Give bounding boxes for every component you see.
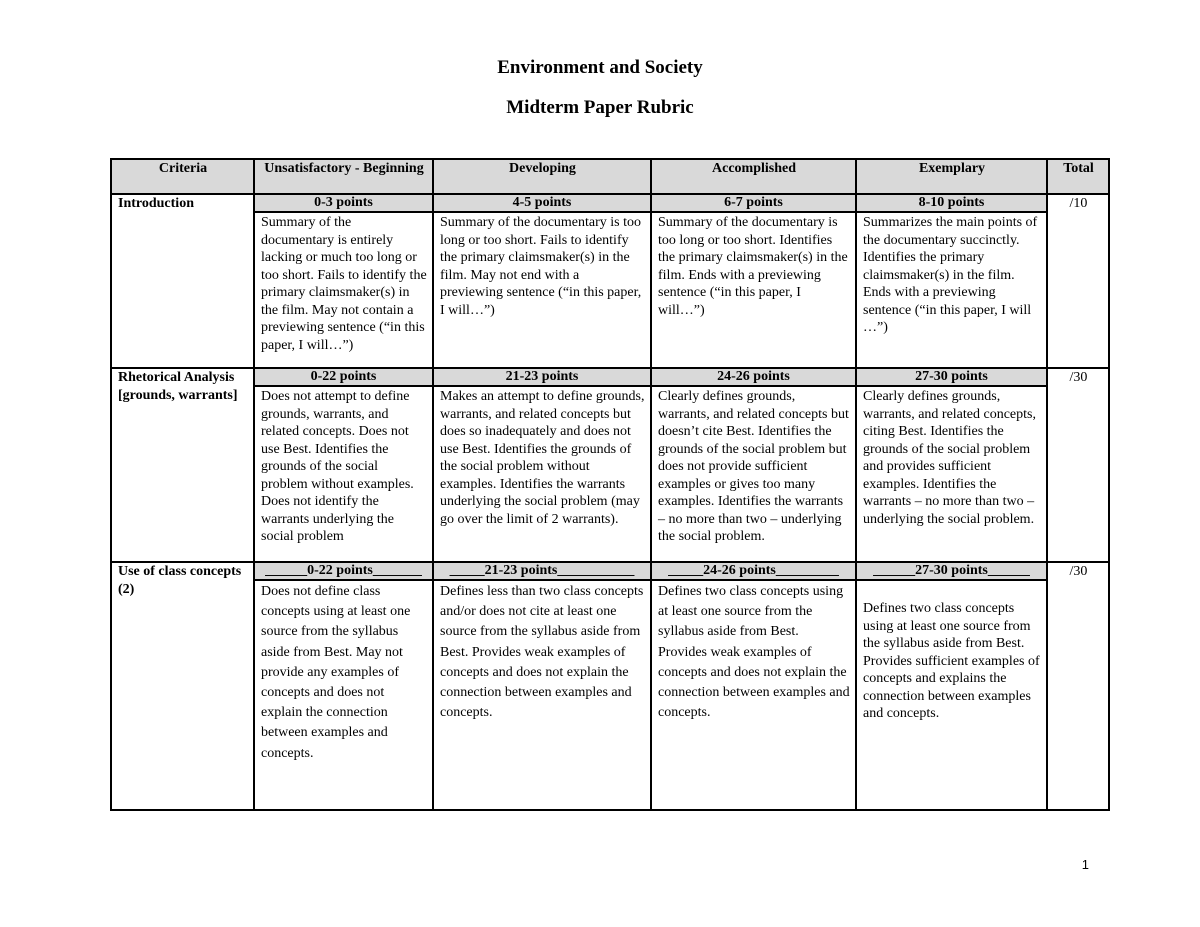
total-cell: /10: [1047, 194, 1109, 368]
rubric-table: [110, 158, 1110, 811]
points-label: _____24-26 points_________: [652, 563, 855, 581]
cell-exemplary: [856, 194, 1047, 368]
table-row: [111, 194, 1109, 368]
cell-description: Clearly defines grounds, warrants, and related concepts, citing Best. Identifies the grounds of the social problem and provides sufficient examples. Identifies the warrants – no more than two – underlying the social problem.: [863, 389, 1036, 527]
cell-accomplished: [651, 368, 856, 562]
cell-description: Summary of the documentary is entirely lacking or much too long or too short. Fails to identify the primary claimsmaker(s) in the film. May not contain a previewing sentence (“in this paper, I will…”): [261, 215, 427, 353]
table-row: [111, 368, 1109, 562]
document-title: Environment and Society: [497, 57, 703, 78]
cell-unsatisfactory: [254, 562, 433, 810]
cell-description: Summarizes the main points of the documentary succinctly. Identifies the primary claimsmaker(s) in the film. Ends with a previewing sentence (“in this paper, I will …”): [863, 215, 1038, 335]
page-number: 1: [1081, 857, 1089, 872]
points-label: 21-23 points: [434, 369, 650, 387]
cell-accomplished: [651, 562, 856, 810]
total-cell: /30: [1047, 368, 1109, 562]
header-unsatisfactory: Unsatisfactory - Beginning: [254, 159, 433, 194]
cell-description: Makes an attempt to define grounds, warrants, and related concepts but does so inadequately and does not use Best. Identifies the grounds of the social problem without examples. Identifies the warrants underlying the social problem (may go over the limit of 2 warrants).: [440, 389, 645, 527]
header-row: [111, 159, 1109, 194]
header-accomplished: Accomplished: [651, 159, 856, 194]
points-label: 8-10 points: [857, 195, 1046, 213]
points-label: _____21-23 points___________: [434, 563, 650, 581]
cell-description: Defines less than two class concepts and/or does not cite at least one source from the syllabus aside from Best. Provides weak examples of concepts and does not explain the connection between examples and concepts.: [440, 584, 644, 721]
cell-exemplary: [856, 368, 1047, 562]
header-developing: Developing: [433, 159, 651, 194]
cell-exemplary: [856, 562, 1047, 810]
points-label: ______0-22 points_______: [255, 563, 432, 581]
points-label: ______27-30 points______: [857, 563, 1046, 581]
cell-description: Summary of the documentary is too long or too short. Identifies the primary claimsmaker(s) in the film. Ends with a previewing sentence (“in this paper, I will…”): [658, 215, 848, 318]
header-exemplary: Exemplary: [856, 159, 1047, 194]
cell-description: Defines two class concepts using at least one source from the syllabus aside from Best. Provides sufficient examples of concepts and explains the connection between examples and concepts.: [863, 601, 1040, 721]
cell-description: Does not attempt to define grounds, warrants, and related concepts. Does not use Best. Identifies the grounds of the social problem without examples. Does not identify the warrants underlying the social problem: [261, 389, 414, 544]
document-subtitle: Midterm Paper Rubric: [506, 97, 694, 118]
points-label: 4-5 points: [434, 195, 650, 213]
points-label: 27-30 points: [857, 369, 1046, 387]
cell-unsatisfactory: [254, 194, 433, 368]
cell-developing: [433, 562, 651, 810]
header-criteria: Criteria: [111, 159, 254, 194]
total-cell: /30: [1047, 562, 1109, 810]
cell-accomplished: [651, 194, 856, 368]
cell-unsatisfactory: [254, 368, 433, 562]
criteria-use-of-class-concepts: Use of class concepts (2): [111, 562, 254, 810]
header-total: Total: [1047, 159, 1109, 194]
cell-developing: [433, 194, 651, 368]
points-label: 6-7 points: [652, 195, 855, 213]
cell-description: Clearly defines grounds, warrants, and related concepts but doesn’t cite Best. Identifies the grounds of the social problem but does not provide sufficient examples or gives too many examples. Identifies the warrants – no more than two – underlying the social problem.: [658, 389, 849, 544]
cell-description: Defines two class concepts using at least one source from the syllabus aside from Best. Provides weak examples of concepts and does not explain the connection between examples and concepts.: [658, 584, 850, 721]
points-label: 0-3 points: [255, 195, 432, 213]
table-row: [111, 562, 1109, 810]
points-label: 0-22 points: [255, 369, 432, 387]
criteria-introduction: Introduction: [111, 194, 254, 368]
cell-description: Does not define class concepts using at least one source from the syllabus aside from Best. May not provide any examples of concepts and does not explain the connection between examples and concepts.: [261, 584, 411, 761]
criteria-rhetorical-analysis: Rhetorical Analysis [grounds, warrants]: [111, 368, 254, 562]
cell-description: Summary of the documentary is too long or too short. Fails to identify the primary claimsmaker(s) in the film. May not end with a previewing sentence (“in this paper, I will…”): [440, 215, 642, 318]
cell-developing: [433, 368, 651, 562]
points-label: 24-26 points: [652, 369, 855, 387]
